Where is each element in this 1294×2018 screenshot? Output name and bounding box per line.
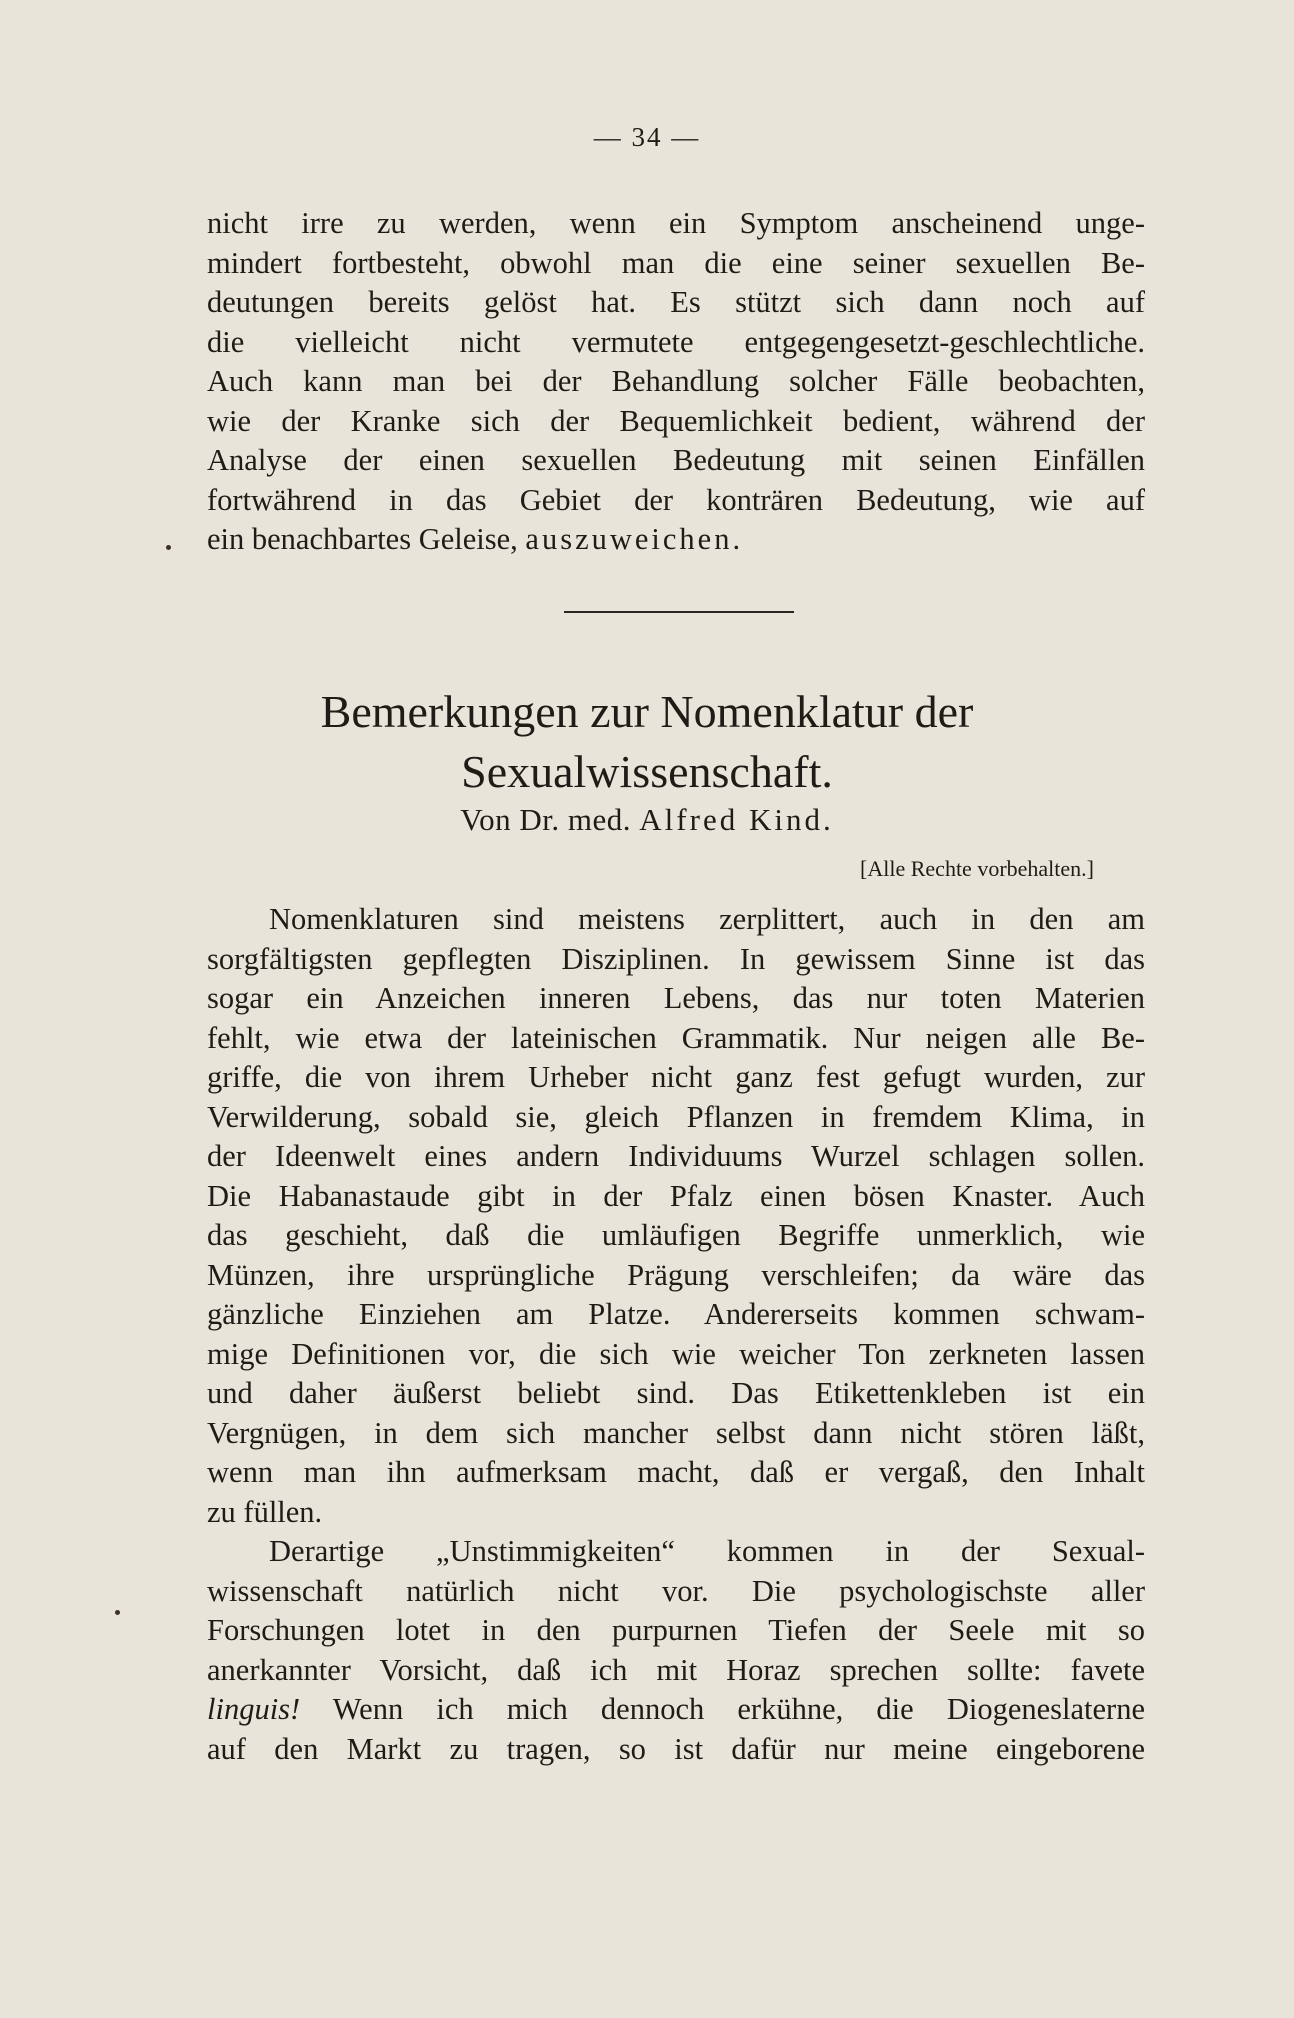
text-line: die vielleicht nicht vermutete entgegengesetzt-geschlechtliche. [207,324,1145,359]
rights-notice: [Alle Rechte vorbehalten.] [860,856,1094,881]
page-number: — 34 — [593,122,701,152]
text-line: anerkannter Vorsicht, daß ich mit Horaz sprechen sollte: favete [207,1652,1145,1687]
text-line: Analyse der einen sexuellen Bedeutung mit seinen Einfällen [207,443,1145,477]
article-title-line-2: Sexualwissenschaft. [461,746,833,797]
author-name: Alfred Kind. [639,802,834,837]
italic-phrase: linguis! [207,1692,301,1726]
text-line: auf den Markt zu tragen, so ist dafür nur meine eingeborene [207,1731,1145,1766]
paragraph-2 [207,1532,1145,1769]
text-line: fortwährend in das Gebiet der konträren Bedeutung, wie auf [207,482,1145,517]
text-line: mige Definitionen vor, die sich wie weicher Ton zerkneten lassen [207,1336,1145,1371]
text-line: Auch kann man bei der Behandlung solcher Fälle beobachten, [207,364,1145,398]
text-line: gänzliche Einziehen am Platze. Andererseits kommen schwam- [207,1297,1145,1331]
text-line: mindert fortbesteht, obwohl man die eine seiner sexuellen Be- [207,245,1145,280]
text-run: Wenn ich mich dennoch erkühne, die Diogeneslaterne [300,1692,1145,1726]
text-line [207,520,1145,560]
print-speck [166,545,171,550]
text-line: deutungen bereits gelöst hat. Es stützt sich dann noch auf [207,285,1145,319]
text-line: Die Habanastaude gibt in der Pfalz einen bösen Knaster. Auch [207,1178,1145,1213]
paragraph-1 [207,900,1145,1532]
text-line: Münzen, ihre ursprüngliche Prägung verschleifen; da wäre das [207,1257,1145,1292]
section-divider [564,611,794,613]
text-line: wissenschaft natürlich nicht vor. Die psychologischste aller [207,1573,1145,1608]
text-line: Forschungen lotet in den purpurnen Tiefen der Seele mit so [207,1613,1145,1647]
text-line: und daher äußerst beliebt sind. Das Etikettenkleben ist ein [207,1376,1145,1410]
author-byline [0,802,1294,838]
text-line: sorgfältigsten gepflegten Disziplinen. In gewissem Sinne ist das [207,941,1145,976]
text-line: Vergnügen, in dem sich mancher selbst dann nicht stören läßt, [207,1415,1145,1450]
text-line: wie der Kranke sich der Bequemlichkeit bedient, während der [207,403,1145,438]
text-line: Verwilderung, sobald sie, gleich Pflanzen in fremdem Klima, in [207,1099,1145,1134]
text-line: sogar ein Anzeichen inneren Lebens, das nur toten Materien [207,981,1145,1015]
text-line: das geschieht, daß die umläufigen Begriffe unmerklich, wie [207,1218,1145,1252]
text-line: griffe, die von ihrem Urheber nicht ganz fest gefugt wurden, zur [207,1060,1145,1094]
emphasized-word: auszuweichen. [525,522,744,556]
text-line: der Ideenwelt eines andern Individuums Wurzel schlagen sollen. [207,1139,1145,1173]
paragraph-continuation [207,204,1145,560]
article-title-line-1: Bemerkungen zur Nomenklatur der [320,686,974,737]
print-speck [115,1610,120,1615]
text-line: fehlt, wie etwa der lateinischen Grammatik. Nur neigen alle Be- [207,1020,1145,1055]
text-line: wenn man ihn aufmerksam macht, daß er vergaß, den Inhalt [207,1455,1145,1489]
text-line: zu füllen. [207,1494,323,1529]
text-line: Derartige „Unstimmigkeiten“ kommen in der Sexual- [269,1534,1145,1568]
text-run: ein benachbartes Geleise, [207,522,526,556]
text-line [207,1690,1145,1730]
text-line: nicht irre zu werden, wenn ein Symptom anscheinend unge- [207,206,1145,240]
text-line: Nomenklaturen sind meistens zerplittert, auch in den am [269,902,1145,936]
byline-prefix: Von Dr. med. [460,802,640,837]
